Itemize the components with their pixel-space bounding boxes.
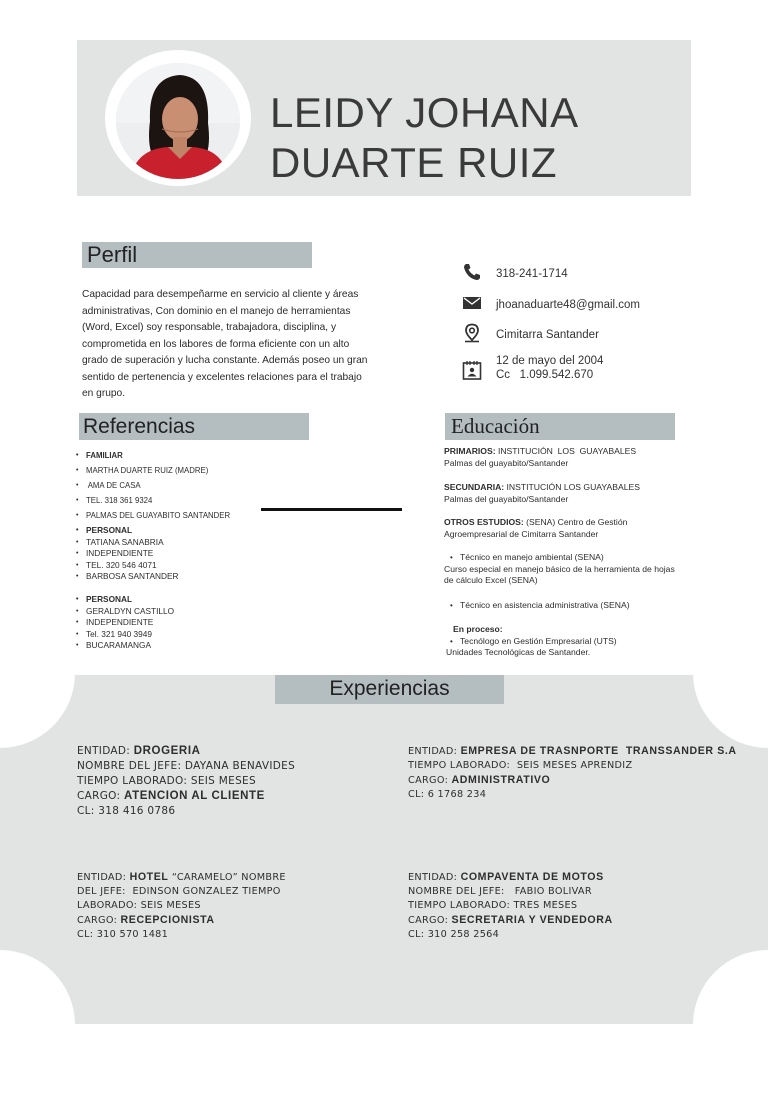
entidad-label: ENTIDAD: [77, 745, 131, 757]
edu-proceso [444, 624, 684, 659]
list-item: • Tecnólogo en Gestión Empresarial (UTS) [444, 636, 684, 648]
divider-line [261, 508, 402, 511]
list-item: • Técnico en asistencia administrativa (SENA) [444, 600, 684, 612]
list-item: • Tel. 321 940 3949 [76, 629, 174, 641]
list-item: • TEL. 318 361 9324 [76, 493, 230, 508]
phone-icon [462, 262, 482, 285]
perfil-title: Perfil [82, 242, 312, 268]
list-item: • FAMILIAR [76, 448, 230, 463]
list-item: • PERSONAL [76, 594, 174, 606]
contact-location [462, 323, 599, 346]
email-text[interactable]: jhoanaduarte48@gmail.com [496, 298, 641, 311]
list-item: • BUCARAMANGA [76, 640, 174, 652]
primarios-label: PRIMARIOS: [444, 446, 496, 456]
edu-secundaria [444, 482, 684, 505]
edu-primarios [444, 446, 684, 469]
birth-date: 12 de mayo del 2004 [496, 355, 604, 367]
job-entry-3 [77, 870, 377, 942]
referencias-title: Referencias [79, 413, 309, 440]
cargo-label: CARGO: [408, 775, 449, 786]
primarios-text: INSTITUCIÓN LOS GUAYABALES [495, 446, 637, 456]
job-entry-1 [77, 744, 377, 819]
phone-text: 318-241-1714 [496, 267, 568, 280]
edu-item-1 [444, 552, 684, 587]
list-item: • MARTHA DUARTE RUIZ (MADRE) [76, 463, 230, 478]
job-entry-4 [408, 870, 708, 942]
list-item: • TEL. 320 546 4071 [76, 560, 179, 572]
jefe-text: NOMBRE DEL JEFE: FABIO BOLIVAR [408, 886, 592, 897]
otros-text: (SENA) Centro de Gestión Agroempresarial de Cimitarra Santander [444, 517, 628, 539]
ref-group-familiar [76, 448, 230, 523]
full-name [270, 88, 579, 188]
calendar-id-icon [462, 360, 482, 383]
item1-note: Curso especial en manejo básico de la herramienta de hojas de cálculo Excel (SENA) [444, 563, 675, 585]
cl-text: CL: 6 1768 234 [408, 789, 487, 800]
secundaria-place: Palmas del guayabito/Santander [444, 493, 569, 504]
mail-icon [462, 293, 482, 316]
experiencias-title: Experiencias [275, 675, 504, 704]
list-item: • Técnico en manejo ambiental (SENA) [444, 552, 684, 564]
entidad-rest: “CARAMELO” NOMBRE [168, 872, 286, 883]
location-pin-icon [462, 323, 482, 346]
tiempo-text: TIEMPO LABORADO: SEIS MESES [77, 775, 256, 787]
jefe-text: NOMBRE DEL JEFE: DAYANA BENAVIDES [77, 760, 296, 772]
secundaria-text: INSTITUCIÓN LOS GUAYABALES [504, 482, 640, 492]
otros-label: OTROS ESTUDIOS: [444, 517, 524, 527]
job-entry-2 [408, 744, 748, 802]
birth-id-text [496, 354, 603, 382]
contact-phone [462, 262, 568, 285]
primarios-place: Palmas del guayabito/Santander [444, 457, 569, 468]
profile-photo [116, 63, 240, 179]
list-item: • TATIANA SANABRIA [76, 537, 179, 549]
location-text: Cimitarra Santander [496, 328, 599, 341]
proceso-label: En proceso: [453, 624, 503, 634]
entidad-label: ENTIDAD: [408, 746, 458, 757]
list-item: • INDEPENDIENTE [76, 617, 174, 629]
list-item: • BARBOSA SANTANDER [76, 571, 179, 583]
entidad-label: ENTIDAD: [408, 872, 458, 883]
contact-email [462, 293, 641, 316]
jefe-text: DEL JEFE: EDINSON GONZALEZ TIEMPO [77, 886, 281, 897]
cargo-value: ADMINISTRATIVO [451, 774, 551, 786]
educacion-title: Educación [445, 413, 675, 440]
name-line-2: DUARTE RUIZ [270, 139, 558, 186]
list-item: • INDEPENDIENTE [76, 548, 179, 560]
tiempo-text: TIEMPO LABORADO: TRES MESES [408, 900, 578, 911]
list-item: • PERSONAL [76, 525, 179, 537]
experiencias-panel [0, 675, 768, 1024]
cargo-label: CARGO: [77, 790, 121, 802]
cl-text: CL: 318 416 0786 [77, 805, 176, 817]
entidad-value: EMPRESA DE TRASNPORTE TRANSSANDER S.A [460, 745, 737, 757]
perfil-text: Capacidad para desempeñarme en servicio al cliente y áreas administrativas, Con dominio en el manejo de herramientas (Word, Excel) soy responsable, trabajadora, disciplina, y comprometida en los labores de forma eficiente con un alto grado de superación y lucha constante. Además poseo un gran sentido de pertenencia y excelentes relaciones para el trabajo en grupo. [82, 289, 368, 399]
cargo-value: ATENCION AL CLIENTE [124, 790, 265, 802]
cargo-value: RECEPCIONISTA [120, 914, 215, 926]
entidad-value: COMPAVENTA DE MOTOS [460, 871, 604, 883]
cargo-label: CARGO: [77, 915, 118, 926]
cargo-label: CARGO: [408, 915, 449, 926]
name-line-1: LEIDY JOHANA [270, 89, 579, 136]
list-item: • PALMAS DEL GUAYABITO SANTANDER [76, 508, 230, 523]
entidad-value: HOTEL [129, 871, 169, 883]
ref-group-personal-1 [76, 525, 179, 583]
cl-text: CL: 310 258 2564 [408, 929, 500, 940]
tiempo-text: TIEMPO LABORADO: SEIS MESES APRENDIZ [408, 760, 633, 771]
secundaria-label: SECUNDARIA: [444, 482, 505, 492]
id-number: Cc 1.099.542.670 [496, 369, 594, 381]
contact-birth-id [462, 355, 604, 383]
edu-item-2 [444, 600, 684, 612]
entidad-value: DROGERIA [133, 745, 201, 757]
list-item: • AMA DE CASA [76, 478, 230, 493]
cl-text: CL: 310 570 1481 [77, 929, 169, 940]
ref-group-personal-2 [76, 594, 174, 652]
tiempo-text: LABORADO: SEIS MESES [77, 900, 201, 911]
edu-otros [444, 517, 684, 540]
item3-note: Unidades Tecnológicas de Santander. [446, 647, 591, 657]
cargo-value: SECRETARIA Y VENDEDORA [451, 914, 613, 926]
list-item: • GERALDYN CASTILLO [76, 606, 174, 618]
entidad-label: ENTIDAD: [77, 872, 127, 883]
